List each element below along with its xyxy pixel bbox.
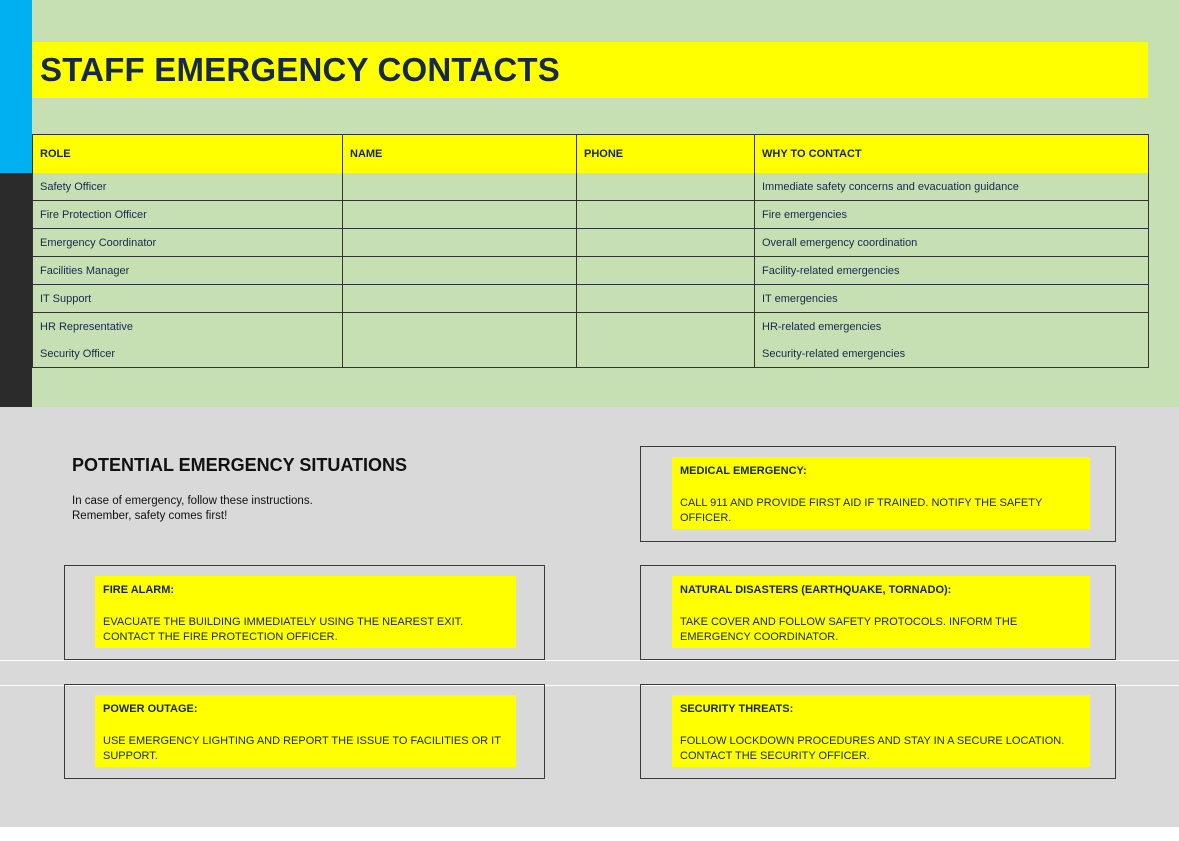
card-natural-content [672, 576, 1090, 648]
card-title: MEDICAL EMERGENCY: [680, 465, 807, 477]
cell-name[interactable] [343, 285, 577, 313]
header-name: NAME [343, 135, 577, 174]
cell-phone[interactable] [577, 285, 755, 313]
card-security-content [672, 695, 1090, 767]
cell-name[interactable] [343, 173, 577, 201]
cell-name[interactable] [343, 340, 577, 368]
card-medical-emergency [640, 446, 1116, 542]
card-natural-disasters [640, 565, 1116, 660]
cell-role: Fire Protection Officer [33, 201, 343, 229]
cell-why: IT emergencies [755, 285, 1149, 313]
cell-role: Emergency Coordinator [33, 229, 343, 257]
title-banner [32, 42, 1148, 98]
intro-line: In case of emergency, follow these instructions. [72, 495, 313, 507]
page-title: STAFF EMERGENCY CONTACTS [40, 51, 560, 88]
intro-line: Remember, safety comes first! [72, 510, 228, 522]
header-role: ROLE [33, 135, 343, 174]
table-row [33, 201, 1149, 229]
table-row [33, 173, 1149, 201]
card-power-outage [64, 684, 545, 779]
cell-phone[interactable] [577, 173, 755, 201]
table-header-row [33, 135, 1149, 174]
card-security-threats [640, 684, 1116, 779]
table-row [33, 257, 1149, 285]
cell-why: Fire emergencies [755, 201, 1149, 229]
cell-name[interactable] [343, 229, 577, 257]
card-power-content [95, 695, 516, 767]
accent-bar-dark [0, 173, 32, 407]
table-row [33, 340, 1149, 368]
table-row [33, 229, 1149, 257]
table-row [33, 285, 1149, 313]
card-text: EVACUATE THE BUILDING IMMEDIATELY USING THE NEAREST EXIT. CONTACT THE FIRE PROTECTION OFFICER. [103, 616, 464, 643]
cell-why: Security-related emergencies [755, 340, 1149, 368]
card-title: POWER OUTAGE: [103, 703, 198, 715]
card-title: FIRE ALARM: [103, 584, 175, 596]
accent-bar-blue [0, 0, 32, 173]
cell-role: HR Representative [33, 313, 343, 341]
gridline-divider [0, 660, 1179, 661]
cell-phone[interactable] [577, 201, 755, 229]
card-title: NATURAL DISASTERS (EARTHQUAKE, TORNADO): [680, 584, 952, 596]
cell-phone[interactable] [577, 340, 755, 368]
cell-why: Immediate safety concerns and evacuation guidance [755, 173, 1149, 201]
cell-role: Safety Officer [33, 173, 343, 201]
cell-why: Overall emergency coordination [755, 229, 1149, 257]
cell-why: HR-related emergencies [755, 313, 1149, 341]
cell-role: Security Officer [33, 340, 343, 368]
table-row [33, 313, 1149, 341]
contacts-table [32, 134, 1149, 368]
card-text: USE EMERGENCY LIGHTING AND REPORT THE ISSUE TO FACILITIES OR IT SUPPORT. [103, 735, 501, 762]
cell-name[interactable] [343, 313, 577, 341]
card-medical-content [672, 457, 1090, 529]
cell-why: Facility-related emergencies [755, 257, 1149, 285]
card-title: SECURITY THREATS: [680, 703, 794, 715]
cell-role: IT Support [33, 285, 343, 313]
header-why-to-contact: WHY TO CONTACT [755, 135, 1149, 174]
cell-role: Facilities Manager [33, 257, 343, 285]
header-phone: PHONE [577, 135, 755, 174]
cell-phone[interactable] [577, 313, 755, 341]
cell-phone[interactable] [577, 229, 755, 257]
cell-phone[interactable] [577, 257, 755, 285]
situations-title: POTENTIAL EMERGENCY SITUATIONS [72, 455, 408, 475]
card-fire-content [95, 576, 516, 648]
card-text: CALL 911 AND PROVIDE FIRST AID IF TRAINED. NOTIFY THE SAFETY OFFICER. [680, 497, 1043, 524]
card-text: FOLLOW LOCKDOWN PROCEDURES AND STAY IN A SECURE LOCATION. CONTACT THE SECURITY OFFICER. [680, 735, 1065, 762]
cell-name[interactable] [343, 201, 577, 229]
card-text: TAKE COVER AND FOLLOW SAFETY PROTOCOLS. INFORM THE EMERGENCY COORDINATOR. [680, 616, 1018, 643]
situations-intro [72, 494, 313, 524]
card-fire-alarm [64, 565, 545, 660]
cell-name[interactable] [343, 257, 577, 285]
